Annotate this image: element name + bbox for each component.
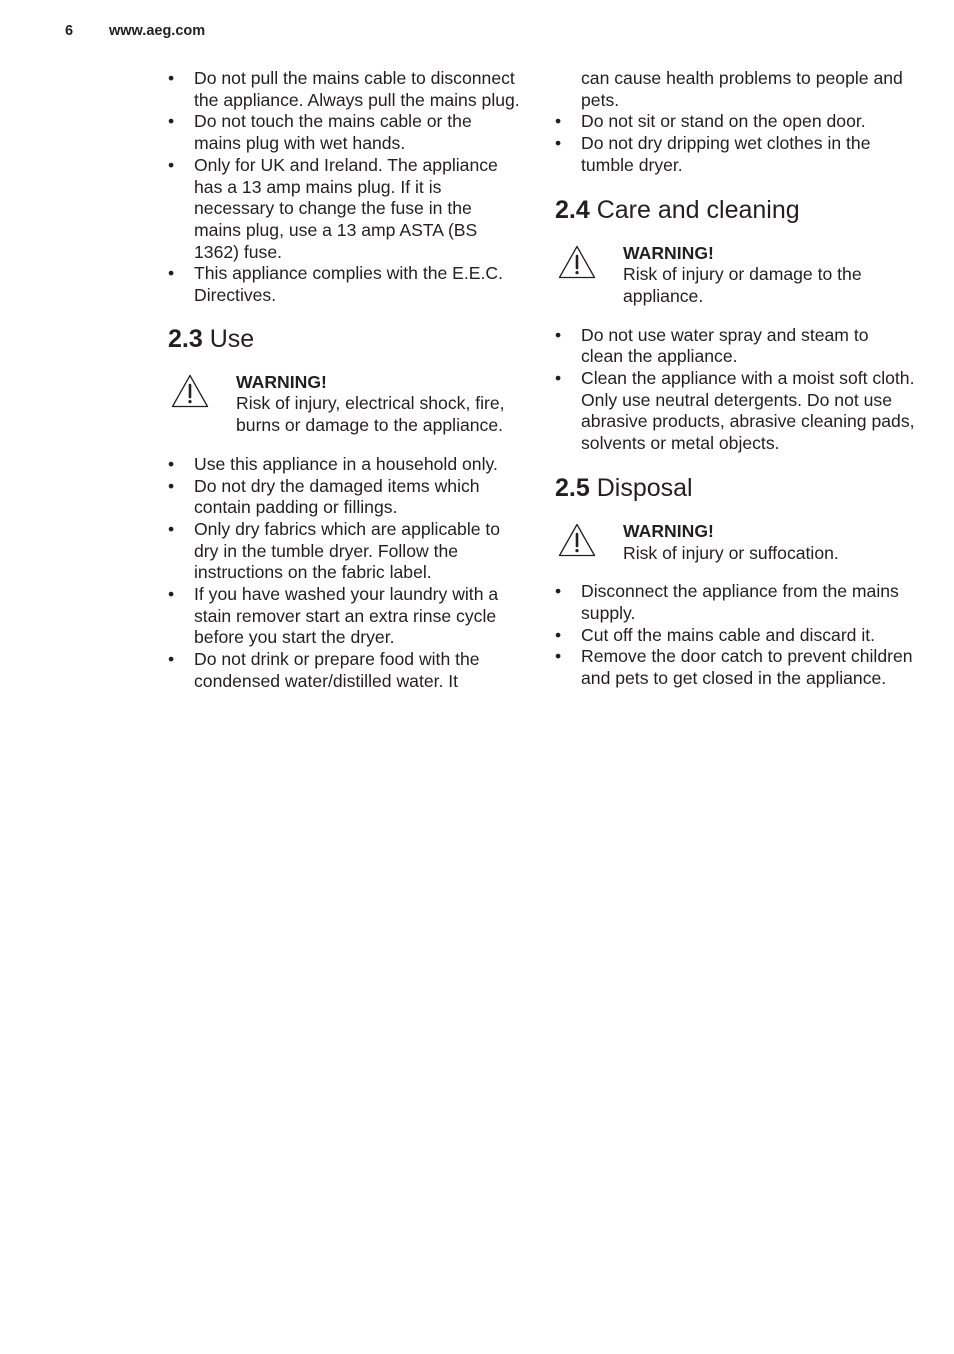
section-title: Care and cleaning <box>596 195 800 224</box>
list-item: • Clean the appliance with a moist soft cloth. Only use neutral detergents. Do not use abrasive products, abrasive cleaning pads, solvents or metal objects. <box>555 368 915 455</box>
section-number: 2.5 <box>555 473 590 502</box>
right-column <box>555 68 915 690</box>
warning-box <box>168 372 526 437</box>
section-title: Use <box>209 324 255 353</box>
warning-box <box>555 521 915 564</box>
list-item: • Do not touch the mains cable or the mains plug with wet hands. <box>168 111 520 154</box>
list-item: • Use this appliance in a household only. <box>168 454 520 476</box>
list-item: • Do not sit or stand on the open door. <box>555 111 915 133</box>
safety-list-continued <box>168 68 520 307</box>
warning-title: WARNING! <box>623 242 714 263</box>
section-number: 2.4 <box>555 195 590 224</box>
section-number: 2.3 <box>168 324 203 353</box>
list-item: • Remove the door catch to prevent children and pets to get closed in the appliance. <box>555 646 915 689</box>
section-heading-care <box>555 195 915 225</box>
list-item-continuation: can cause health problems to people and pets. <box>581 68 903 110</box>
list-item: • Do not dry dripping wet clothes in the tumble dryer. <box>555 133 915 176</box>
warning-text: Risk of injury or damage to the appliance. <box>623 264 862 306</box>
warning-title: WARNING! <box>623 520 714 541</box>
list-item: • Only dry fabrics which are applicable to dry in the tumble dryer. Follow the instructions on the fabric label. <box>168 519 520 584</box>
page-number: 6 <box>65 23 74 39</box>
list-item: • Only for UK and Ireland. The appliance has a 13 amp mains plug. If it is necessary to change the fuse in the mains plug, use a 13 amp ASTA (BS 1362) fuse. <box>168 155 520 264</box>
list-item: • Do not dry the damaged items which contain padding or fillings. <box>168 476 520 519</box>
use-list <box>168 454 520 693</box>
section-heading-disposal <box>555 473 915 503</box>
warning-box <box>555 243 885 308</box>
list-item: • Do not drink or prepare food with the condensed water/distilled water. It <box>168 649 520 692</box>
page-header <box>65 23 205 39</box>
warning-triangle-icon <box>558 523 596 557</box>
care-list <box>555 325 915 455</box>
warning-text: Risk of injury or suffocation. <box>623 542 839 563</box>
use-list-continued <box>555 111 915 176</box>
list-item: • Do not pull the mains cable to disconnect the appliance. Always pull the mains plug. <box>168 68 520 111</box>
list-item: • Do not use water spray and steam to clean the appliance. <box>555 325 915 368</box>
left-column <box>168 68 520 693</box>
warning-triangle-icon <box>558 245 596 279</box>
warning-triangle-icon <box>171 374 209 408</box>
list-item: • If you have washed your laundry with a stain remover start an extra rinse cycle before you start the dryer. <box>168 584 520 649</box>
warning-text: Risk of injury, electrical shock, fire, burns or damage to the appliance. <box>236 393 505 436</box>
list-item: • Disconnect the appliance from the mains supply. <box>555 581 915 624</box>
section-title: Disposal <box>596 473 693 502</box>
section-heading-use <box>168 324 520 354</box>
warning-title: WARNING! <box>236 371 327 392</box>
disposal-list <box>555 581 915 690</box>
header-url: www.aeg.com <box>109 23 206 39</box>
list-item: • This appliance complies with the E.E.C. Directives. <box>168 263 520 306</box>
list-item: • Cut off the mains cable and discard it. <box>555 625 915 647</box>
